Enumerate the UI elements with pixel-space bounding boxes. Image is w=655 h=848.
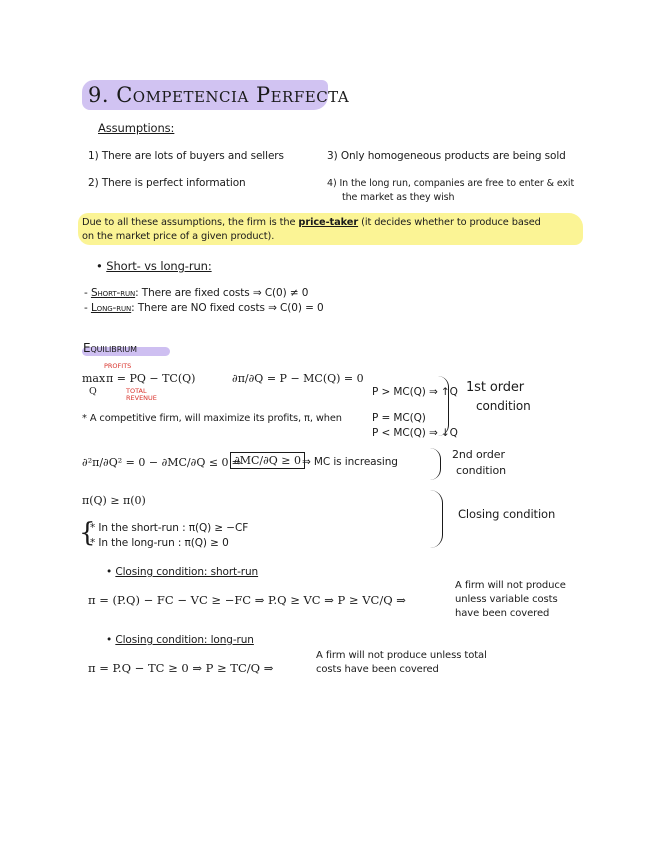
p-equals-mc: P = MC(Q)	[372, 412, 426, 424]
closing-long-note-1: A firm will not produce unless total	[316, 650, 487, 661]
assumption-4-cont: the market as they wish	[342, 192, 455, 203]
short-run-line: - Short-run: There are fixed costs ⇒ C(0) ≠ 0	[84, 287, 309, 299]
price-taker-text-b: (it decides whether to produce based	[361, 217, 541, 228]
closing-long-heading-text: Closing condition: long-run	[115, 634, 254, 646]
closing-short-equation: π = (P.Q) − FC − VC ≥ −FC ⇒ P.Q ≥ VC ⇒ P ≥ VC/Q ⇒	[88, 593, 406, 607]
p-greater-mc: P > MC(Q) ⇒ ↑Q	[372, 386, 458, 398]
closing-inequality: π(Q) ≥ π(0)	[82, 494, 146, 507]
closing-short-note-1: A firm will not produce	[455, 580, 566, 591]
long-run-text: : There are NO fixed costs ⇒ C(0) = 0	[131, 302, 324, 314]
competitive-note: * A competitive firm, will maximize its profits, π, when	[82, 413, 342, 424]
closing-left-brace: {	[79, 518, 96, 548]
closing-long-note-2: costs have been covered	[316, 664, 439, 675]
assumption-1: 1) There are lots of buyers and sellers	[88, 150, 284, 162]
second-order-label-b: condition	[456, 464, 506, 477]
closing-long-run: * In the long-run : π(Q) ≥ 0	[90, 537, 229, 549]
short-run-text: : There are fixed costs ⇒ C(0) ≠ 0	[135, 287, 309, 299]
max-label: max	[82, 372, 106, 385]
long-run-label: Long-run	[90, 302, 132, 314]
price-taker-text-a: Due to all these assumptions, the firm is the	[82, 217, 296, 228]
price-taker-line1	[82, 217, 541, 228]
assumption-4: 4) In the long run, companies are free to enter & exit	[327, 178, 575, 189]
closing-long-heading: • Closing condition: long-run	[106, 634, 254, 646]
max-subscript: Q	[89, 386, 97, 397]
short-long-heading: • Short- vs long-run:	[96, 259, 212, 273]
profit-equation: π = PQ − TC(Q)	[106, 372, 196, 385]
closing-long-equation: π = P.Q − TC ≥ 0 ⇒ P ≥ TC/Q ⇒	[88, 661, 274, 675]
assumptions-heading: Assumptions:	[98, 121, 175, 135]
assumption-2: 2) There is perfect information	[88, 177, 246, 189]
price-taker-term: price-taker	[298, 217, 359, 228]
short-run-label: Short-run	[90, 287, 136, 299]
equilibrium-heading: Equilibrium	[83, 341, 137, 355]
first-order-label-a: 1st order	[466, 380, 525, 395]
closing-short-run: * In the short-run : π(Q) ≥ −CF	[90, 522, 249, 534]
second-order-result: ⇒ MC is increasing	[302, 456, 398, 468]
total-revenue-note: TOTAL REVENUE	[126, 387, 157, 402]
long-run-line: - Long-run: There are NO fixed costs ⇒ C(0) = 0	[84, 302, 324, 314]
closing-brace	[430, 490, 443, 548]
closing-short-note-2: unless variable costs	[455, 594, 558, 605]
assumption-3: 3) Only homogeneous products are being sold	[327, 150, 566, 162]
second-order-boxed: ∂MC/∂Q ≥ 0	[230, 452, 305, 469]
closing-short-note-3: have been covered	[455, 608, 550, 619]
first-order-label-b: condition	[476, 399, 531, 413]
second-order-label-a: 2nd order	[452, 448, 505, 461]
short-long-heading-text: Short- vs long-run:	[106, 259, 212, 273]
closing-short-heading: • Closing condition: short-run	[106, 566, 259, 578]
profit-derivative: ∂π/∂Q = P − MC(Q) = 0	[232, 372, 364, 385]
page-title: 9. Competencia Perfecta	[88, 83, 350, 107]
profits-note: PROFITS	[104, 362, 132, 370]
p-less-mc: P < MC(Q) ⇒ ↓Q	[372, 427, 458, 439]
closing-short-heading-text: Closing condition: short-run	[115, 566, 259, 578]
closing-label: Closing condition	[458, 507, 556, 521]
second-order-equation: ∂²π/∂Q² = 0 − ∂MC/∂Q ≤ 0 ⇒	[82, 456, 242, 469]
first-order-brace	[438, 376, 449, 436]
price-taker-line2: on the market price of a given product).	[82, 231, 275, 242]
second-order-brace	[430, 448, 441, 480]
